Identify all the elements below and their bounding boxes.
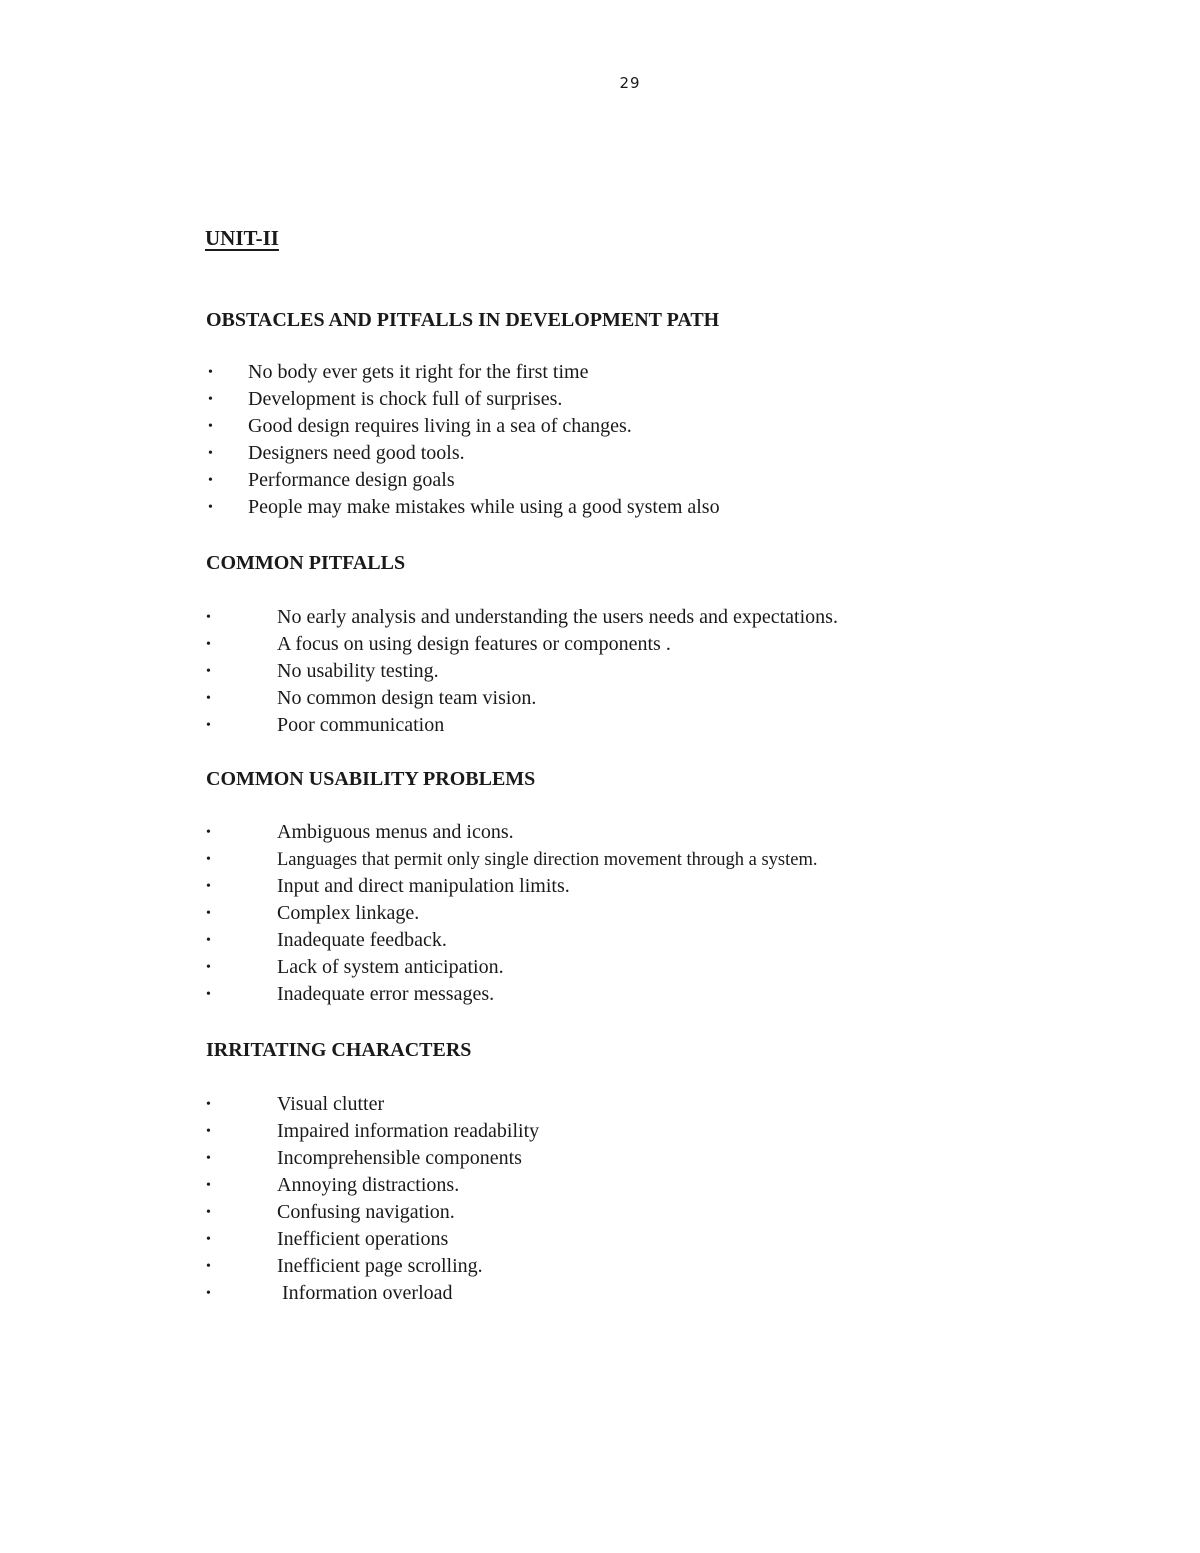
list-item <box>206 386 720 413</box>
list-item <box>206 1145 539 1172</box>
list-item <box>206 1091 539 1118</box>
list-item-text: No body ever gets it right for the first time <box>248 361 589 383</box>
section-irritating-characters <box>206 1038 539 1307</box>
bullet-icon: • <box>208 446 213 461</box>
list-item-text: Input and direct manipulation limits. <box>277 875 570 897</box>
list-item <box>206 1118 539 1145</box>
list-item-text: Languages that permit only single direction movement through a system. <box>277 850 818 870</box>
section-heading: COMMON USABILITY PROBLEMS <box>206 768 536 790</box>
list-item <box>206 685 838 712</box>
bullet-icon: • <box>206 1286 211 1301</box>
list-item-text: Impaired information readability <box>277 1120 540 1142</box>
list-item-text: Poor communication <box>277 714 445 736</box>
bullet-icon: • <box>206 852 211 867</box>
list-item <box>206 359 720 386</box>
list-item <box>206 604 838 631</box>
section-heading: OBSTACLES AND PITFALLS IN DEVELOPMENT PATH <box>206 309 720 331</box>
list-item <box>206 819 818 846</box>
bullet-icon: • <box>206 1232 211 1247</box>
list-item-text: Incomprehensible components <box>277 1147 522 1169</box>
list-item-text: Complex linkage. <box>277 902 420 924</box>
bullet-icon: • <box>206 664 211 679</box>
section-heading: IRRITATING CHARACTERS <box>206 1039 472 1061</box>
bullet-icon: • <box>206 610 211 625</box>
list-item <box>206 927 818 954</box>
list-item-text: Designers need good tools. <box>248 442 465 464</box>
bullet-list <box>206 359 720 521</box>
list-item-text: Inefficient page scrolling. <box>277 1255 483 1277</box>
list-item-text: Inefficient operations <box>277 1228 449 1250</box>
bullet-icon: • <box>206 718 211 733</box>
list-item <box>206 1280 539 1307</box>
list-item-text: No early analysis and understanding the users needs and expectations. <box>277 606 838 628</box>
list-item <box>206 712 838 739</box>
list-item <box>206 873 818 900</box>
section-heading: COMMON PITFALLS <box>206 552 406 574</box>
bullet-icon: • <box>208 473 213 488</box>
bullet-list <box>206 604 838 739</box>
list-item <box>206 1199 539 1226</box>
list-item <box>206 440 720 467</box>
bullet-icon: • <box>206 1151 211 1166</box>
list-item <box>206 467 720 494</box>
list-item <box>206 900 818 927</box>
list-item-text: People may make mistakes while using a good system also <box>248 496 720 518</box>
list-item-text: Inadequate error messages. <box>277 983 495 1005</box>
list-item-text: A focus on using design features or components . <box>277 633 671 655</box>
list-item <box>206 1172 539 1199</box>
list-item <box>206 981 818 1008</box>
section-obstacles <box>206 308 720 521</box>
bullet-icon: • <box>206 1259 211 1274</box>
bullet-icon: • <box>206 879 211 894</box>
bullet-icon: • <box>208 419 213 434</box>
bullet-icon: • <box>206 987 211 1002</box>
bullet-icon: • <box>206 933 211 948</box>
bullet-icon: • <box>206 825 211 840</box>
page-number: 29 <box>619 74 641 92</box>
list-item <box>206 658 838 685</box>
list-item-text: No common design team vision. <box>277 687 537 709</box>
list-item-text: Good design requires living in a sea of changes. <box>248 415 632 437</box>
list-item-text: Annoying distractions. <box>277 1174 460 1196</box>
bullet-icon: • <box>206 1097 211 1112</box>
list-item-text: Performance design goals <box>248 469 455 491</box>
list-item-text: Information overload <box>277 1282 453 1304</box>
list-item-text: Lack of system anticipation. <box>277 956 504 978</box>
bullet-icon: • <box>208 365 213 380</box>
bullet-list <box>206 819 818 1008</box>
bullet-icon: • <box>206 691 211 706</box>
bullet-list <box>206 1091 539 1307</box>
list-item <box>206 1253 539 1280</box>
list-item <box>206 1226 539 1253</box>
bullet-icon: • <box>206 906 211 921</box>
section-usability-problems <box>206 767 818 1008</box>
list-item <box>206 413 720 440</box>
bullet-icon: • <box>206 960 211 975</box>
bullet-icon: • <box>208 500 213 515</box>
unit-title: UNIT-II <box>205 226 279 250</box>
bullet-icon: • <box>206 637 211 652</box>
bullet-icon: • <box>208 392 213 407</box>
list-item-text: No usability testing. <box>277 660 439 682</box>
list-item-text: Ambiguous menus and icons. <box>277 821 514 843</box>
list-item <box>206 494 720 521</box>
list-item-text: Visual clutter <box>277 1093 385 1115</box>
list-item <box>206 631 838 658</box>
list-item <box>206 954 818 981</box>
list-item-text: Inadequate feedback. <box>277 929 447 951</box>
bullet-icon: • <box>206 1178 211 1193</box>
bullet-icon: • <box>206 1205 211 1220</box>
list-item-text: Development is chock full of surprises. <box>248 388 563 410</box>
list-item-text: Confusing navigation. <box>277 1201 455 1223</box>
section-common-pitfalls <box>206 551 838 739</box>
bullet-icon: • <box>206 1124 211 1139</box>
list-item <box>206 846 818 873</box>
